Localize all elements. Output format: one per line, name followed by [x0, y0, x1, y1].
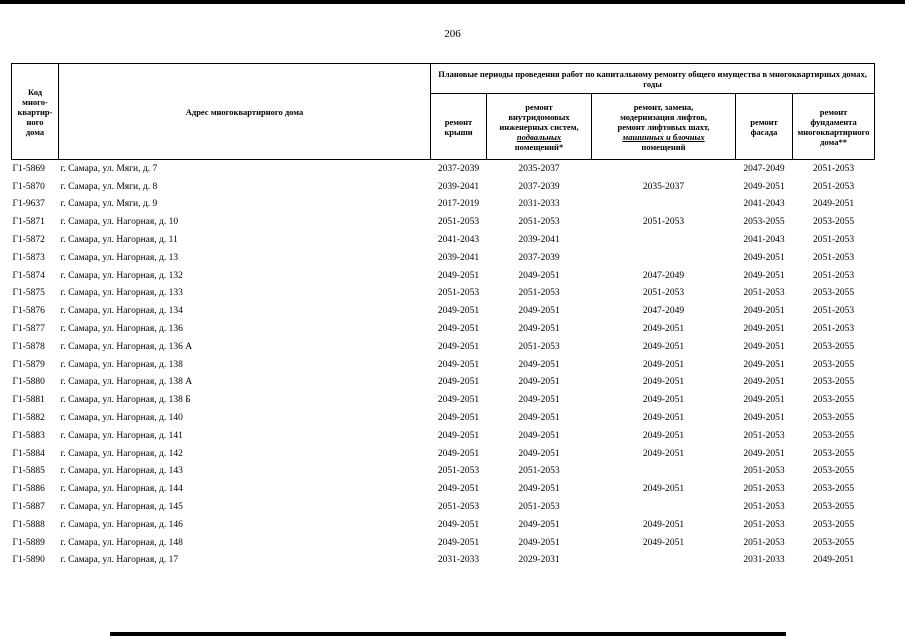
house-code-cell: Г1-5882 [12, 413, 45, 424]
roof-period-cell: 2049-2051 [437, 519, 480, 530]
facade-period-cell: 2049-2051 [743, 359, 785, 370]
house-code-cell: Г1-5869 [12, 163, 45, 174]
address-cell: г. Самара, ул. Нагорная, д. 136 [60, 324, 183, 335]
lifts-period-cell [592, 231, 736, 249]
facade-period-cell: 2051-2053 [743, 288, 785, 299]
house-code-cell: Г1-5872 [12, 235, 45, 246]
house-code-cell: Г1-9637 [12, 199, 45, 210]
engineering-period-cell: 2051-2053 [518, 288, 560, 299]
engineering-period-cell: 2029-2031 [518, 555, 560, 566]
page-number: 206 [444, 28, 461, 40]
engineering-period-cell: 2051-2053 [518, 502, 560, 513]
facade-period-cell: 2049-2051 [743, 377, 785, 388]
house-code-cell: Г1-5878 [12, 341, 45, 352]
foundation-period-cell: 2051-2053 [812, 235, 855, 246]
roof-period-cell: 2037-2039 [437, 163, 480, 174]
table-row [12, 302, 875, 320]
house-code-cell: Г1-5889 [12, 537, 45, 548]
table-row [12, 231, 875, 249]
house-code-cell: Г1-5883 [12, 430, 45, 441]
lifts-period-cell: 2051-2053 [642, 288, 685, 299]
engineering-period-cell: 2049-2051 [518, 324, 560, 335]
table-row [12, 516, 875, 534]
roof-period-cell: 2051-2053 [437, 466, 480, 477]
table-row [12, 213, 875, 231]
foundation-period-cell: 2051-2053 [812, 270, 855, 281]
header-group-title: Плановые периоды проведения работ по капитальному ремонту общего имущества в многоквартирных домах, годы [431, 64, 875, 94]
lifts-period-cell: 2035-2037 [642, 181, 685, 192]
roof-period-cell: 2049-2051 [437, 270, 480, 281]
address-cell: г. Самара, ул. Нагорная, д. 141 [60, 430, 183, 441]
table-row [12, 160, 875, 178]
table-row [12, 285, 875, 303]
table-row [12, 267, 875, 285]
engineering-period-cell: 2049-2051 [518, 484, 560, 495]
lifts-period-cell [592, 463, 736, 481]
foundation-period-cell: 2053-2055 [812, 395, 855, 406]
lifts-period-cell: 2049-2051 [642, 537, 685, 548]
foundation-period-cell: 2053-2055 [812, 519, 855, 530]
roof-period-cell: 2041-2043 [437, 235, 480, 246]
header-foundation: ремонт фундамента многоквартирного дома** [793, 94, 875, 160]
engineering-period-cell: 2049-2051 [518, 448, 560, 459]
roof-period-cell: 2049-2051 [437, 484, 480, 495]
address-cell: г. Самара, ул. Нагорная, д. 144 [60, 484, 183, 495]
facade-period-cell: 2053-2055 [743, 217, 785, 228]
roof-period-cell: 2049-2051 [437, 341, 480, 352]
engineering-period-cell: 2051-2053 [518, 466, 560, 477]
table-row [12, 480, 875, 498]
roof-period-cell: 2031-2033 [437, 555, 480, 566]
address-cell: г. Самара, ул. Нагорная, д. 17 [60, 555, 179, 566]
table-row [12, 498, 875, 516]
house-code-cell: Г1-5871 [12, 217, 45, 228]
top-rule [0, 0, 905, 4]
bottom-rule [110, 632, 786, 636]
lifts-period-cell: 2049-2051 [642, 377, 685, 388]
table-row [12, 427, 875, 445]
facade-period-cell: 2031-2033 [743, 555, 785, 566]
foundation-period-cell: 2053-2055 [812, 537, 855, 548]
repair-schedule-table [11, 63, 875, 569]
table-row [12, 249, 875, 267]
house-code-cell: Г1-5876 [12, 306, 45, 317]
engineering-period-cell: 2051-2053 [518, 217, 560, 228]
engineering-period-cell: 2049-2051 [518, 519, 560, 530]
roof-period-cell: 2049-2051 [437, 359, 480, 370]
roof-period-cell: 2051-2053 [437, 288, 480, 299]
table-row [12, 196, 875, 214]
lifts-period-cell: 2049-2051 [642, 413, 685, 424]
facade-period-cell: 2051-2053 [743, 466, 785, 477]
address-cell: г. Самара, ул. Нагорная, д. 11 [60, 235, 178, 246]
house-code-cell: Г1-5881 [12, 395, 45, 406]
address-cell: г. Самара, ул. Нагорная, д. 145 [60, 502, 183, 513]
roof-period-cell: 2049-2051 [437, 430, 480, 441]
roof-period-cell: 2039-2041 [437, 181, 480, 192]
table-row [12, 374, 875, 392]
foundation-period-cell: 2051-2053 [812, 181, 855, 192]
facade-period-cell: 2041-2043 [743, 199, 785, 210]
address-cell: г. Самара, ул. Нагорная, д. 133 [60, 288, 183, 299]
facade-period-cell: 2051-2053 [743, 537, 785, 548]
engineering-period-cell: 2037-2039 [518, 181, 560, 192]
foundation-period-cell: 2051-2053 [812, 306, 855, 317]
house-code-cell: Г1-5874 [12, 270, 45, 281]
table-row [12, 463, 875, 481]
address-cell: г. Самара, ул. Нагорная, д. 143 [60, 466, 183, 477]
engineering-period-cell: 2051-2053 [518, 341, 560, 352]
facade-period-cell: 2049-2051 [743, 413, 785, 424]
address-cell: г. Самара, ул. Мяги, д. 9 [60, 199, 158, 210]
header-address: Адрес многоквартирного дома [59, 64, 431, 160]
facade-period-cell: 2049-2051 [743, 448, 785, 459]
address-cell: г. Самара, ул. Мяги, д. 7 [60, 163, 158, 174]
address-cell: г. Самара, ул. Нагорная, д. 146 [60, 519, 183, 530]
foundation-period-cell: 2053-2055 [812, 359, 855, 370]
roof-period-cell: 2051-2053 [437, 217, 480, 228]
address-cell: г. Самара, ул. Нагорная, д. 132 [60, 270, 183, 281]
lifts-period-cell [592, 552, 736, 570]
roof-period-cell: 2017-2019 [437, 199, 480, 210]
facade-period-cell: 2051-2053 [743, 519, 785, 530]
foundation-period-cell: 2051-2053 [812, 324, 855, 335]
lifts-period-cell: 2051-2053 [642, 217, 685, 228]
foundation-period-cell: 2051-2053 [812, 163, 855, 174]
facade-period-cell: 2049-2051 [743, 395, 785, 406]
foundation-period-cell: 2053-2055 [812, 466, 855, 477]
lifts-period-cell: 2049-2051 [642, 341, 685, 352]
engineering-period-cell: 2049-2051 [518, 270, 560, 281]
table-row [12, 178, 875, 196]
address-cell: г. Самара, ул. Нагорная, д. 138 [60, 359, 183, 370]
roof-period-cell: 2051-2053 [437, 502, 480, 513]
roof-period-cell: 2049-2051 [437, 324, 480, 335]
facade-period-cell: 2049-2051 [743, 341, 785, 352]
facade-period-cell: 2041-2043 [743, 235, 785, 246]
facade-period-cell: 2051-2053 [743, 430, 785, 441]
engineering-period-cell: 2049-2051 [518, 413, 560, 424]
address-cell: г. Самара, ул. Мяги, д. 8 [60, 181, 158, 192]
lifts-period-cell: 2049-2051 [642, 448, 685, 459]
lifts-period-cell [592, 196, 736, 214]
header-engineering: ремонт внутридомовых инженерных систем, подвальных помещений* [487, 94, 592, 160]
house-code-cell: Г1-5870 [12, 181, 45, 192]
roof-period-cell: 2049-2051 [437, 395, 480, 406]
foundation-period-cell: 2051-2053 [812, 252, 855, 263]
address-cell: г. Самара, ул. Нагорная, д. 140 [60, 413, 183, 424]
roof-period-cell: 2039-2041 [437, 252, 480, 263]
facade-period-cell: 2049-2051 [743, 306, 785, 317]
address-cell: г. Самара, ул. Нагорная, д. 134 [60, 306, 183, 317]
house-code-cell: Г1-5877 [12, 324, 45, 335]
foundation-period-cell: 2053-2055 [812, 448, 855, 459]
lifts-period-cell [592, 160, 736, 178]
address-cell: г. Самара, ул. Нагорная, д. 138 Б [60, 395, 191, 406]
address-cell: г. Самара, ул. Нагорная, д. 10 [60, 217, 179, 228]
roof-period-cell: 2049-2051 [437, 537, 480, 548]
header-roof: ремонт крыши [431, 94, 487, 160]
foundation-period-cell: 2049-2051 [812, 555, 855, 566]
lifts-period-cell: 2047-2049 [642, 270, 685, 281]
facade-period-cell: 2049-2051 [743, 270, 785, 281]
table-row [12, 445, 875, 463]
engineering-period-cell: 2049-2051 [518, 430, 560, 441]
house-code-cell: Г1-5887 [12, 502, 45, 513]
table-body [12, 160, 875, 570]
foundation-period-cell: 2053-2055 [812, 377, 855, 388]
address-cell: г. Самара, ул. Нагорная, д. 142 [60, 448, 183, 459]
table-row [12, 356, 875, 374]
foundation-period-cell: 2053-2055 [812, 288, 855, 299]
house-code-cell: Г1-5884 [12, 448, 45, 459]
house-code-cell: Г1-5880 [12, 377, 45, 388]
table-row [12, 409, 875, 427]
address-cell: г. Самара, ул. Нагорная, д. 13 [60, 252, 179, 263]
house-code-cell: Г1-5879 [12, 359, 45, 370]
lifts-period-cell: 2049-2051 [642, 484, 685, 495]
engineering-period-cell: 2039-2041 [518, 235, 560, 246]
lifts-period-cell [592, 498, 736, 516]
foundation-period-cell: 2049-2051 [812, 199, 855, 210]
house-code-cell: Г1-5875 [12, 288, 45, 299]
facade-period-cell: 2049-2051 [743, 252, 785, 263]
house-code-cell: Г1-5890 [12, 555, 45, 566]
table-row [12, 391, 875, 409]
engineering-period-cell: 2049-2051 [518, 359, 560, 370]
engineering-period-cell: 2035-2037 [518, 163, 560, 174]
engineering-period-cell: 2049-2051 [518, 395, 560, 406]
house-code-cell: Г1-5886 [12, 484, 45, 495]
table-header [12, 64, 875, 160]
foundation-period-cell: 2053-2055 [812, 502, 855, 513]
header-code: Код много- квартир- ного дома [12, 64, 59, 160]
roof-period-cell: 2049-2051 [437, 448, 480, 459]
foundation-period-cell: 2053-2055 [812, 217, 855, 228]
header-facade: ремонт фасада [736, 94, 793, 160]
lifts-period-cell: 2049-2051 [642, 324, 685, 335]
address-cell: г. Самара, ул. Нагорная, д. 136 А [60, 341, 193, 352]
foundation-period-cell: 2053-2055 [812, 484, 855, 495]
house-code-cell: Г1-5885 [12, 466, 45, 477]
lifts-period-cell [592, 249, 736, 267]
roof-period-cell: 2049-2051 [437, 306, 480, 317]
lifts-period-cell: 2049-2051 [642, 430, 685, 441]
table-row [12, 552, 875, 570]
table-row [12, 320, 875, 338]
engineering-period-cell: 2037-2039 [518, 252, 560, 263]
facade-period-cell: 2049-2051 [743, 324, 785, 335]
lifts-period-cell: 2047-2049 [642, 306, 685, 317]
foundation-period-cell: 2053-2055 [812, 413, 855, 424]
facade-period-cell: 2047-2049 [743, 163, 785, 174]
lifts-period-cell: 2049-2051 [642, 359, 685, 370]
house-code-cell: Г1-5888 [12, 519, 45, 530]
foundation-period-cell: 2053-2055 [812, 430, 855, 441]
lifts-period-cell: 2049-2051 [642, 395, 685, 406]
roof-period-cell: 2049-2051 [437, 377, 480, 388]
engineering-period-cell: 2031-2033 [518, 199, 560, 210]
roof-period-cell: 2049-2051 [437, 413, 480, 424]
house-code-cell: Г1-5873 [12, 252, 45, 263]
address-cell: г. Самара, ул. Нагорная, д. 138 А [60, 377, 193, 388]
engineering-period-cell: 2049-2051 [518, 306, 560, 317]
header-lifts: ремонт, замена, модернизация лифтов, ремонт лифтовых шахт, машинных и блочных помещений [592, 94, 736, 160]
address-cell: г. Самара, ул. Нагорная, д. 148 [60, 537, 183, 548]
facade-period-cell: 2051-2053 [743, 484, 785, 495]
foundation-period-cell: 2053-2055 [812, 341, 855, 352]
table-row [12, 338, 875, 356]
facade-period-cell: 2049-2051 [743, 181, 785, 192]
table-row [12, 534, 875, 552]
lifts-period-cell: 2049-2051 [642, 519, 685, 530]
engineering-period-cell: 2049-2051 [518, 537, 560, 548]
facade-period-cell: 2051-2053 [743, 502, 785, 513]
engineering-period-cell: 2049-2051 [518, 377, 560, 388]
